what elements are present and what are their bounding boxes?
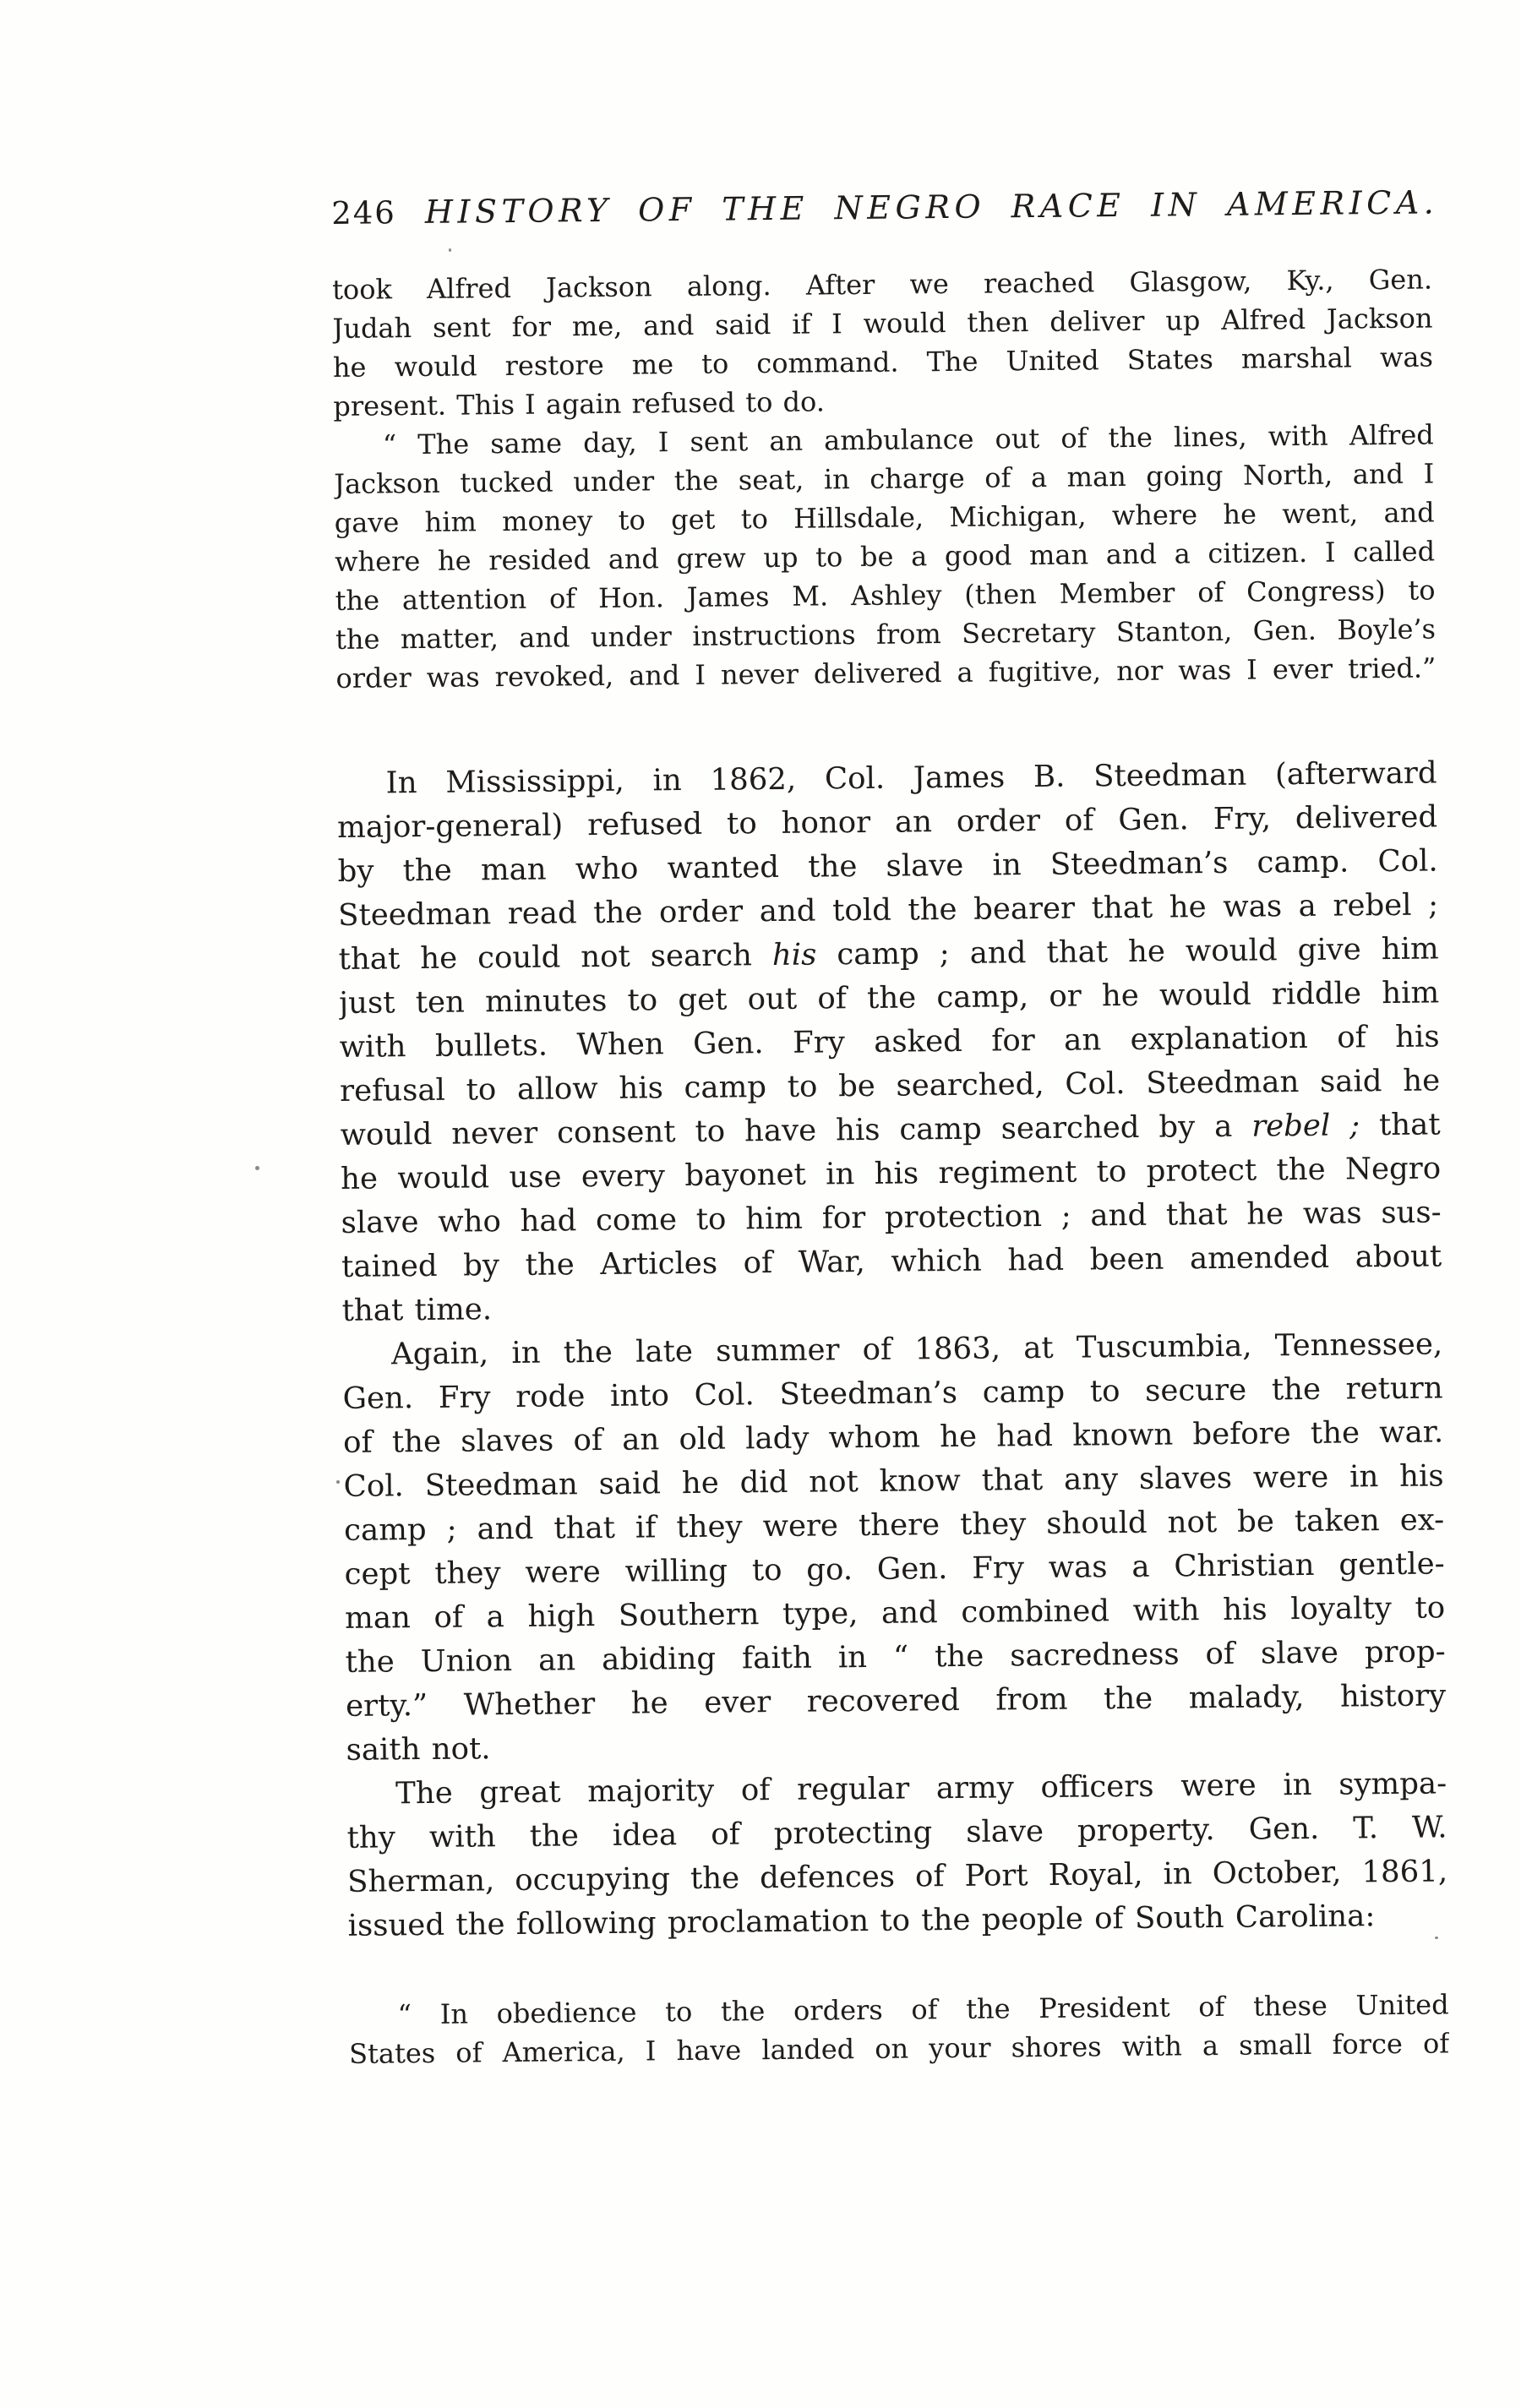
italic-text: his bbox=[771, 937, 817, 973]
text-segment: the matter, and under instructions from Secretary Stanton, Gen. Boyle’s bbox=[335, 613, 1436, 656]
text-segment: Col. Steedman said he did not know that any slaves were in his bbox=[343, 1458, 1444, 1504]
running-header bbox=[331, 183, 1439, 237]
text-segment: saith not. bbox=[346, 1731, 491, 1768]
text-segment: of the slaves of an old lady whom he had known before the war. bbox=[342, 1414, 1444, 1460]
text-segment: tained by the Articles of War, which had been amended about bbox=[341, 1239, 1442, 1284]
running-head-title: HISTORY OF THE NEGRO RACE IN AMERICA. bbox=[424, 183, 1439, 231]
scan-speck bbox=[336, 1480, 340, 1484]
text-segment: issued the following proclamation to the people of South Carolina: bbox=[347, 1899, 1376, 1943]
text-segment: Judah sent for me, and said if I would then deliver up Alfred Jackson bbox=[332, 302, 1433, 345]
text-segment: cept they were willing to go. Gen. Fry was a Christian gentle- bbox=[344, 1546, 1445, 1592]
paragraph bbox=[348, 1985, 1449, 2073]
text-segment: The great majority of regular army officers were in sympa- bbox=[395, 1766, 1447, 1811]
text-segment: the Union an abiding faith in “ the sacredness of slave prop- bbox=[345, 1634, 1446, 1680]
text-segment: “ The same day, I sent an ambulance out of the lines, with Alfred bbox=[382, 418, 1434, 461]
page-text-block bbox=[332, 259, 1449, 2073]
text-segment: that bbox=[1359, 1107, 1441, 1143]
text-segment: where he resided and grew up to be a good man and a citizen. I called bbox=[334, 535, 1436, 578]
text-segment: man of a high Southern type, and combined with his loyalty to bbox=[344, 1590, 1446, 1636]
text-segment: that time. bbox=[341, 1292, 493, 1328]
italic-text: rebel ; bbox=[1251, 1108, 1360, 1144]
text-segment: thy with the idea of protecting slave property. Gen. T. W. bbox=[346, 1810, 1447, 1855]
scan-speck bbox=[449, 248, 451, 252]
scan-speck bbox=[255, 1166, 259, 1170]
paragraph bbox=[332, 259, 1434, 425]
page-number: 246 bbox=[331, 194, 397, 232]
text-segment: with bullets. When Gen. Fry asked for an explanation of his bbox=[339, 1019, 1440, 1065]
text-segment: camp ; and that if they were there they should not be taken ex- bbox=[343, 1502, 1445, 1548]
text-segment: by the man who wanted the slave in Steedman’s camp. Col. bbox=[337, 843, 1438, 889]
text-segment: Gen. Fry rode into Col. Steedman’s camp to secure the return bbox=[342, 1370, 1443, 1416]
text-segment: would never consent to have his camp searched by a bbox=[340, 1109, 1252, 1152]
paragraph bbox=[334, 415, 1436, 697]
scan-speck bbox=[1435, 1937, 1438, 1939]
text-segment: refusal to allow his camp to be searched, Col. Steedman said he bbox=[339, 1063, 1441, 1109]
paragraph bbox=[336, 751, 1442, 1332]
text-segment: the attention of Hon. James M. Ashley (then Member of Congress) to bbox=[335, 574, 1436, 617]
text-segment: erty.” Whether he ever recovered from the malady, history bbox=[345, 1678, 1447, 1724]
text-segment: major-general) refused to honor an order of Gen. Fry, delivered bbox=[336, 799, 1438, 845]
text-segment: just ten minutes to get out of the camp, or he would riddle him bbox=[338, 975, 1440, 1021]
text-segment: Steedman read the order and told the bearer that he was a rebel ; bbox=[337, 887, 1439, 933]
text-segment: camp ; and that he would give him bbox=[816, 931, 1439, 972]
text-segment: he would use every bayonet in his regiment to protect the Negro bbox=[340, 1151, 1442, 1196]
text-segment: Again, in the late summer of 1863, at Tuscumbia, Tennessee, bbox=[390, 1327, 1443, 1372]
paragraph bbox=[342, 1322, 1447, 1772]
text-segment: States of America, I have landed on your shores with a small force of bbox=[348, 2027, 1450, 2070]
text-segment: In Mississippi, in 1862, Col. James B. Steedman (afterward bbox=[385, 755, 1437, 801]
book-page bbox=[331, 184, 1449, 2073]
text-segment: present. This I again refused to do. bbox=[333, 385, 826, 422]
text-line bbox=[347, 1893, 1447, 1948]
text-segment: Sherman, occupying the defences of Port Royal, in October, 1861, bbox=[346, 1854, 1448, 1899]
text-segment: slave who had come to him for protection ; and that he was sus- bbox=[341, 1195, 1442, 1240]
text-segment: gave him money to get to Hillsdale, Michigan, where he went, and bbox=[334, 496, 1435, 539]
text-segment: “ In obedience to the orders of the President of these United bbox=[397, 1988, 1449, 2031]
text-segment: that he could not search bbox=[338, 938, 773, 977]
text-segment: Jackson tucked under the seat, in charge of a man going North, and I bbox=[334, 457, 1435, 500]
paragraph bbox=[346, 1762, 1448, 1948]
text-segment: took Alfred Jackson along. After we reached Glasgow, Ky., Gen. bbox=[331, 263, 1433, 306]
text-segment: he would restore me to command. The United States marshal was bbox=[332, 340, 1434, 384]
text-segment: order was revoked, and I never delivered a fugitive, nor was I ever tried.” bbox=[335, 651, 1436, 695]
